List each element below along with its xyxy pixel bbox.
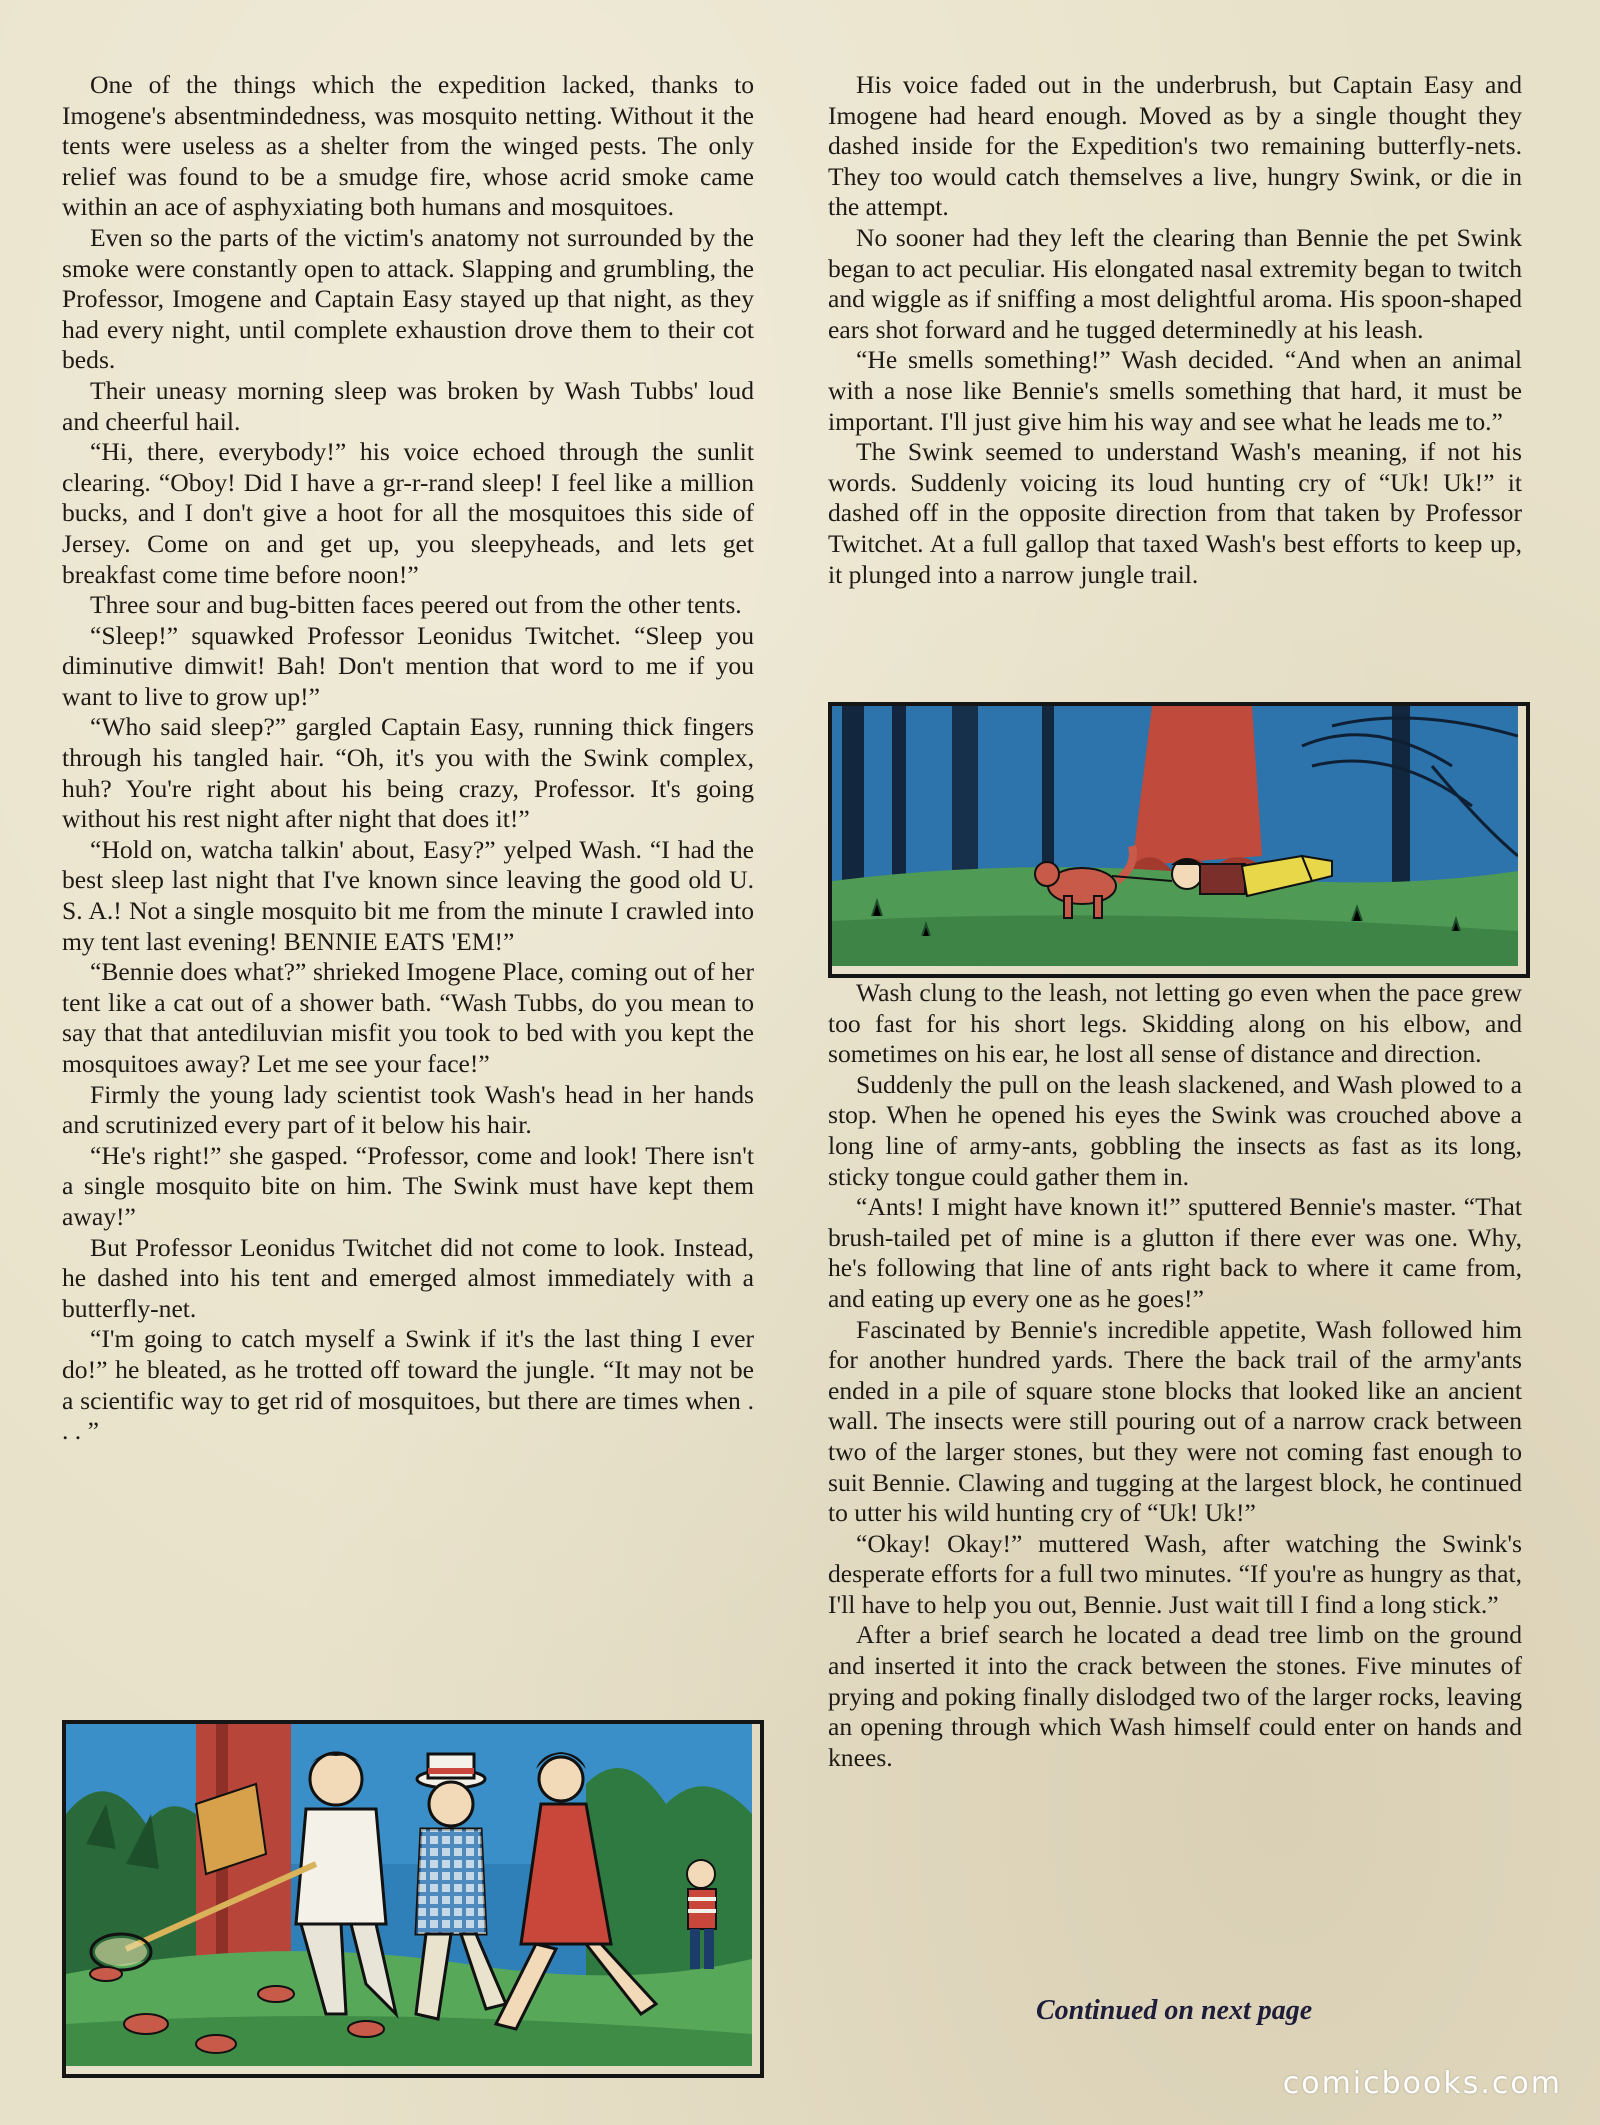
- paragraph: “He's right!” she gasped. “Professor, come and look! There isn't a single mosquito bite on him. The Swink must have kept them away!”: [62, 1140, 754, 1231]
- continued-note: Continued on next page: [1036, 1995, 1313, 2026]
- left-text-column: [62, 70, 754, 1447]
- paragraph: But Professor Leonidus Twitchet did not come to look. Instead, he dashed into his tent and emerged almost immediately with a butterfly-net.: [62, 1232, 754, 1323]
- paragraph: Even so the parts of the victim's anatomy not surrounded by the smoke were constantly open to attack. Slapping and grumbling, the Professor, Imogene and Captain Easy stayed up that night, as they had every night, until complete exhaustion drove them to their cot beds.: [62, 222, 754, 375]
- paragraph: “Hi, there, everybody!” his voice echoed through the sunlit clearing. “Oboy! Did I have a gr-r-rand sleep! I feel like a million bucks, and I don't give a hoot for all the mosquitoes this side of Jersey. Come on and get up, you sleepyheads, and lets get breakfast come time before noon!”: [62, 437, 754, 589]
- paragraph: “Hold on, watcha talkin' about, Easy?” yelped Wash. “I had the best sleep last night that I've known since leaving the good old U. S. A.! Not a single mosquito bit me from the minute I crawled into my tent last evening! BENNIE EATS 'EM!”: [62, 834, 754, 956]
- paragraph: “Sleep!” squawked Professor Leonidus Twitchet. “Sleep you diminutive dimwit! Bah! Don't mention that word to me if you want to live to grow up!”: [62, 620, 754, 711]
- paragraph: Wash clung to the leash, not letting go even when the pace grew too fast for his short legs. Skidding along on his elbow, and sometimes on his ear, he lost all sense of distance and direction.: [828, 978, 1522, 1069]
- paragraph: After a brief search he located a dead tree limb on the ground and inserted it into the crack between the stones. Five minutes of prying and poking finally dislodged two of the larger rocks, leaving an opening through which Wash himself could enter on hands and knees.: [828, 1620, 1522, 1772]
- paragraph: Fascinated by Bennie's incredible appetite, Wash followed him for another hundred yards. There the back trail of the army'ants ended in a pile of square stone blocks that looked like an ancient wall. The insects were still pouring out of a narrow crack between two of the larger stones, but they were not coming fast enough to suit Bennie. Clawing and tugging at the largest block, he continued to utter his wild hunting cry of “Uk! Uk!”: [828, 1314, 1522, 1528]
- right-text-column-upper: [828, 70, 1522, 590]
- illustration-panel-chase: [62, 1720, 764, 2078]
- watermark: comicbooks.com: [1282, 2066, 1562, 2101]
- paragraph: Three sour and bug-bitten faces peered out from the other tents.: [90, 590, 742, 620]
- paragraph: Their uneasy morning sleep was broken by Wash Tubbs' loud and cheerful hail.: [62, 375, 754, 436]
- paragraph: Suddenly the pull on the leash slackened, and Wash plowed to a stop. When he opened his eyes the Swink was crouched above a long line of army-ants, gobbling the insects as fast as its long, sticky tongue could gather them in.: [828, 1069, 1522, 1191]
- chase-illustration: [66, 1724, 752, 2066]
- paragraph: No sooner had they left the clearing than Bennie the pet Swink began to act peculiar. His elongated nasal extremity began to twitch and wiggle as if sniffing a most delightful aroma. His spoon-shaped ears shot forward and he tugged determinedly at his leash.: [828, 222, 1522, 344]
- right-text-column-lower: [828, 978, 1522, 1773]
- paragraph: “Who said sleep?” gargled Captain Easy, running thick fingers through his tangled hair. “Oh, it's you with the Swink complex, huh? You're right about his being crazy, Professor. It's going without his rest night after night that does it!”: [62, 712, 754, 834]
- paragraph: “I'm going to catch myself a Swink if it's the last thing I ever do!” he bleated, as he trotted off toward the jungle. “It may not be a scientific way to get rid of mosquitoes, but there are times when . . . ”: [62, 1324, 754, 1446]
- paragraph: “Okay! Okay!” muttered Wash, after watching the Swink's desperate efforts for a full two minutes. “If you're as hungry as that, I'll have to help you out, Bennie. Just wait till I find a long stick.”: [828, 1528, 1522, 1619]
- paragraph: His voice faded out in the underbrush, but Captain Easy and Imogene had heard enough. Moved as by a single thought they dashed inside for the Expedition's two remaining butterfly-nets. They too would catch themselves a live, hungry Swink, or die in the attempt.: [828, 70, 1522, 222]
- paragraph: The Swink seemed to understand Wash's meaning, if not his words. Suddenly voicing its loud hunting cry of “Uk! Uk!” it dashed off in the opposite direction from that taken by Professor Twitchet. At a full gallop that taxed Wash's best efforts to keep up, it plunged into a narrow jungle trail.: [828, 437, 1522, 589]
- paragraph: “He smells something!” Wash decided. “And when an animal with a nose like Bennie's smells something that hard, it must be important. I'll just give him his way and see what he leads me to.”: [828, 345, 1522, 436]
- paragraph: One of the things which the expedition lacked, thanks to Imogene's absentmindedness, was mosquito netting. Without it the tents were useless as a shelter from the winged pests. The only relief was found to be a smudge fire, whose acrid smoke came within an ace of asphyxiating both humans and mosquitoes.: [62, 70, 754, 222]
- jungle-trail-illustration: [832, 706, 1518, 966]
- paragraph: “Ants! I might have known it!” sputtered Bennie's master. “That brush-tailed pet of mine is a glutton if there ever was one. Why, he's following that line of ants right back to where it came from, and eating up every one as he goes!”: [828, 1192, 1522, 1313]
- paragraph: Firmly the young lady scientist took Wash's head in her hands and scrutinized every part of it below his hair.: [62, 1079, 754, 1140]
- paragraph: “Bennie does what?” shrieked Imogene Place, coming out of her tent like a cat out of a shower bath. “Wash Tubbs, do you mean to say that that antediluvian misfit you took to bed with you kept the mosquitoes away? Let me see your face!”: [62, 957, 754, 1078]
- illustration-panel-jungle-trail: [828, 702, 1530, 978]
